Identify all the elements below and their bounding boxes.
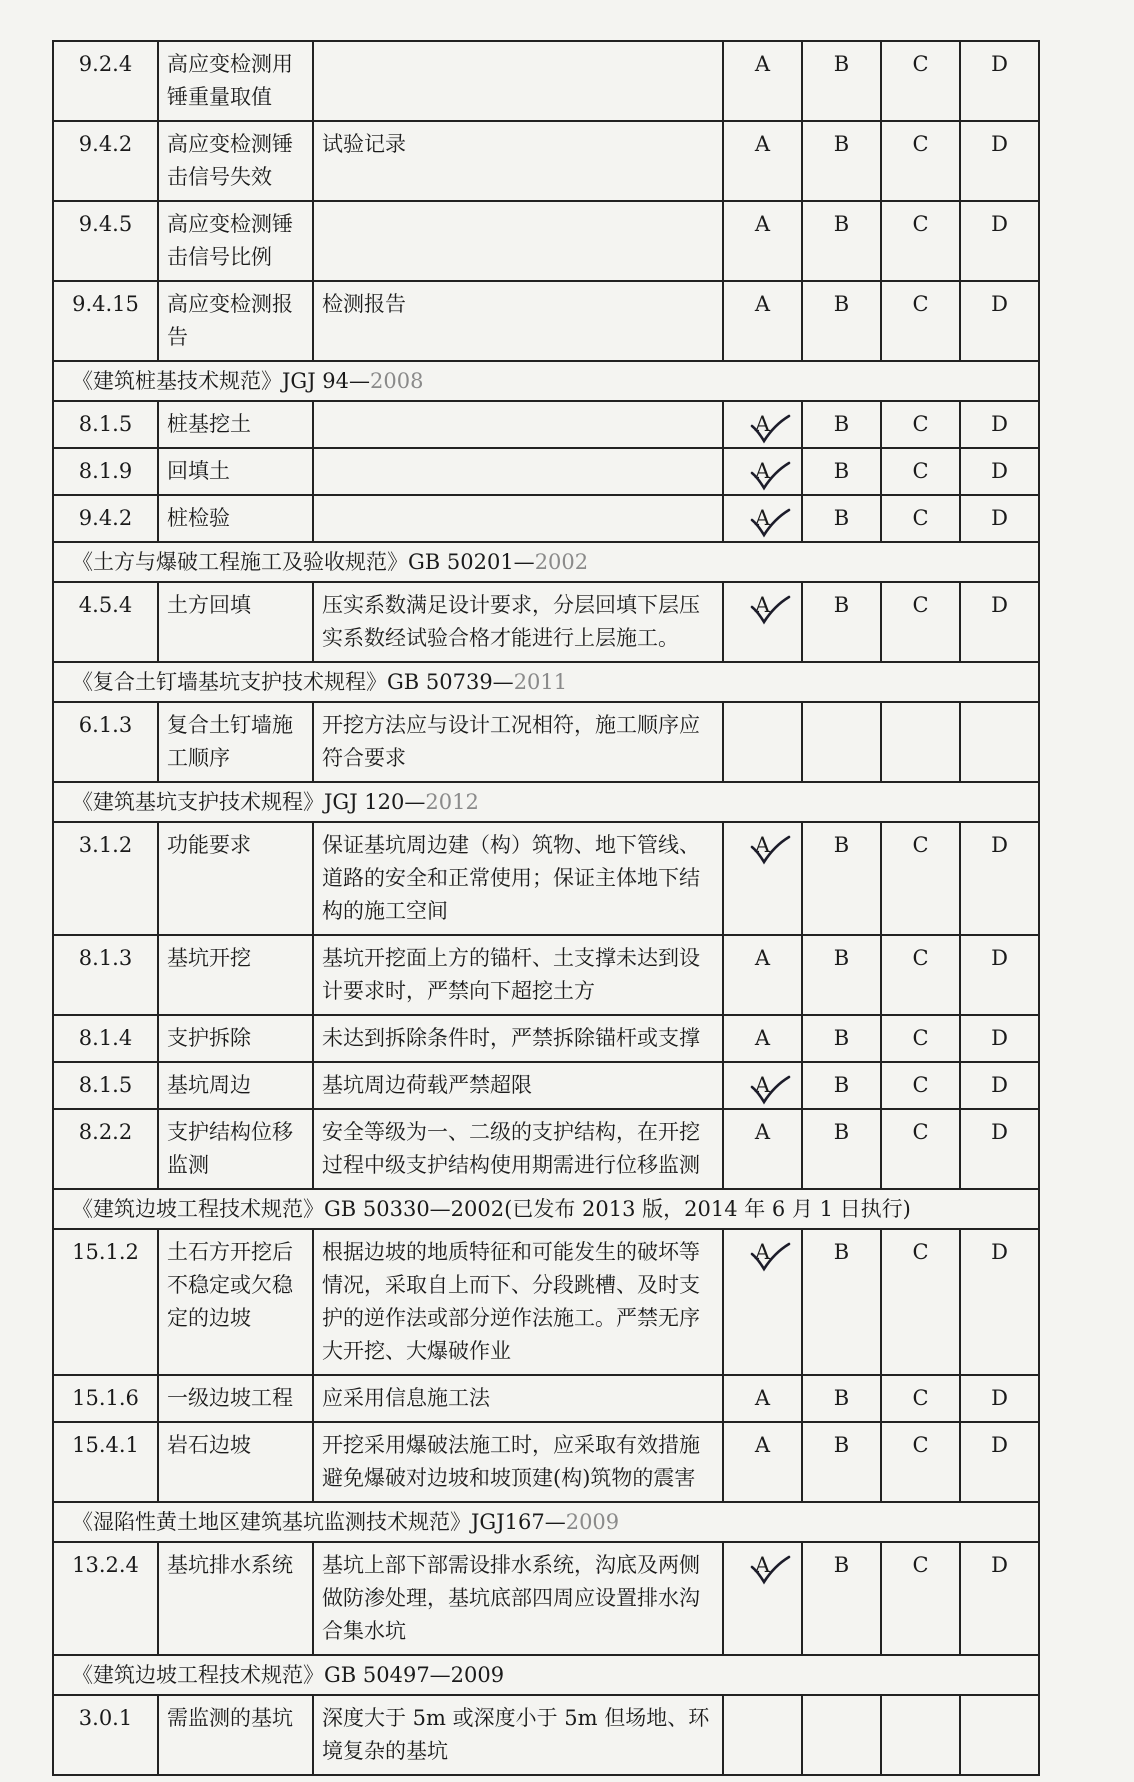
standard-name: 《建筑基坑支护技术规程》JGJ 120— — [72, 790, 426, 814]
clause-title: 岩石边坡 — [158, 1422, 313, 1502]
clause-content: 试验记录 — [313, 121, 723, 201]
grade-option-c: C — [912, 1120, 929, 1144]
grade-cell-c — [881, 121, 960, 201]
grade-option-a: A — [755, 829, 770, 862]
check-mark-icon — [749, 1075, 791, 1107]
grade-cell-c — [881, 1542, 960, 1655]
grade-option-c: C — [912, 1073, 929, 1097]
clause-row — [53, 1422, 1039, 1502]
grade-option-b: B — [833, 1553, 850, 1577]
standard-section-row — [53, 542, 1039, 582]
grade-cell-c — [881, 201, 960, 281]
clause-title: 高应变检测锤击信号比例 — [158, 201, 313, 281]
clause-content — [313, 201, 723, 281]
clause-title: 桩基挖土 — [158, 401, 313, 448]
grade-cell-d — [960, 121, 1039, 201]
grade-cell-d — [960, 448, 1039, 495]
clause-content: 压实系数满足设计要求，分层回填下层压实系数经试验合格才能进行上层施工。 — [313, 582, 723, 662]
grade-cell-d — [960, 1109, 1039, 1189]
grade-option-b: B — [833, 1026, 850, 1050]
standards-checklist-page — [52, 40, 1038, 1776]
grade-option-a: A — [755, 589, 770, 622]
standard-section-row — [53, 782, 1039, 822]
standard-year: 2008 — [370, 369, 424, 393]
clause-content: 基坑开挖面上方的锚杆、土支撑未达到设计要求时，严禁向下超挖土方 — [313, 935, 723, 1015]
grade-cell-c — [881, 1062, 960, 1109]
grade-cell-b — [802, 281, 881, 361]
grade-cell-c — [881, 1422, 960, 1502]
grade-cell-a — [723, 201, 802, 281]
standard-section-row — [53, 361, 1039, 401]
grade-option-b: B — [833, 212, 850, 236]
standard-name: 《湿陷性黄土地区建筑基坑监测技术规范》JGJ167— — [72, 1510, 566, 1534]
grade-cell-a — [723, 702, 802, 782]
grade-cell-c — [881, 1375, 960, 1422]
check-mark-icon — [749, 508, 791, 540]
clause-row — [53, 1695, 1039, 1775]
clause-row — [53, 448, 1039, 495]
grade-cell-b — [802, 1422, 881, 1502]
grade-option-a: A — [754, 946, 771, 970]
clause-row — [53, 1375, 1039, 1422]
clause-row — [53, 1109, 1039, 1189]
clause-content: 根据边坡的地质特征和可能发生的破坏等情况，采取自上而下、分段跳槽、及时支护的逆作法或部分逆作法施工。严禁无序大开挖、大爆破作业 — [313, 1229, 723, 1375]
grade-cell-b — [802, 495, 881, 542]
grade-option-b: B — [833, 1073, 850, 1097]
grade-cell-b — [802, 1229, 881, 1375]
grade-cell-d — [960, 702, 1039, 782]
grade-cell-c — [881, 495, 960, 542]
clause-row — [53, 1062, 1039, 1109]
grade-cell-a — [723, 1015, 802, 1062]
grade-option-a: A — [754, 1386, 771, 1410]
clause-title: 土方回填 — [158, 582, 313, 662]
clause-content: 开挖采用爆破法施工时，应采取有效措施避免爆破对边坡和坡顶建(构)筑物的震害 — [313, 1422, 723, 1502]
clause-title: 基坑周边 — [158, 1062, 313, 1109]
grade-option-d: D — [991, 946, 1008, 970]
clause-content: 深度大于 5m 或深度小于 5m 但场地、环境复杂的基坑 — [313, 1695, 723, 1775]
standard-name: 《建筑桩基技术规范》JGJ 94— — [72, 369, 371, 393]
clause-row — [53, 201, 1039, 281]
grade-cell-a — [723, 401, 802, 448]
grade-option-a: A — [754, 1120, 771, 1144]
grade-cell-c — [881, 401, 960, 448]
grade-option-c: C — [912, 132, 929, 156]
grade-cell-a — [723, 495, 802, 542]
grade-cell-b — [802, 121, 881, 201]
standard-title — [53, 542, 1039, 582]
grade-cell-b — [802, 935, 881, 1015]
clause-number: 6.1.3 — [53, 702, 158, 782]
grade-cell-a — [723, 281, 802, 361]
clause-row — [53, 1229, 1039, 1375]
grade-option-c: C — [912, 1553, 929, 1577]
grade-cell-c — [881, 1015, 960, 1062]
grade-cell-a — [723, 1422, 802, 1502]
standard-year: 2002 — [534, 550, 589, 574]
grade-cell-b — [802, 1062, 881, 1109]
grade-cell-b — [802, 822, 881, 935]
standard-title — [53, 1655, 1039, 1695]
grade-cell-a — [723, 1695, 802, 1775]
grade-cell-b — [802, 582, 881, 662]
grade-cell-d — [960, 281, 1039, 361]
grade-cell-d — [960, 582, 1039, 662]
clause-number: 15.4.1 — [53, 1422, 158, 1502]
check-mark-icon — [749, 1242, 791, 1274]
clause-number: 8.1.5 — [53, 1062, 158, 1109]
clause-row — [53, 822, 1039, 935]
clause-content — [313, 448, 723, 495]
grade-option-d: D — [991, 1073, 1008, 1097]
clause-row — [53, 1015, 1039, 1062]
clause-row — [53, 702, 1039, 782]
standard-title — [53, 782, 1039, 822]
grade-cell-c — [881, 1695, 960, 1775]
grade-option-a: A — [754, 292, 771, 316]
grade-cell-d — [960, 1062, 1039, 1109]
standard-section-row — [53, 1189, 1039, 1229]
grade-option-d: D — [991, 132, 1008, 156]
grade-option-d: D — [991, 1026, 1008, 1050]
clause-number: 3.1.2 — [53, 822, 158, 935]
grade-option-a: A — [754, 212, 771, 236]
standard-title — [53, 1502, 1039, 1542]
clause-title: 高应变检测报告 — [158, 281, 313, 361]
clause-row — [53, 281, 1039, 361]
grade-cell-c — [881, 702, 960, 782]
grade-option-c: C — [912, 459, 929, 483]
grade-cell-b — [802, 401, 881, 448]
grade-cell-d — [960, 495, 1039, 542]
grade-option-a: A — [755, 1236, 770, 1269]
grade-cell-b — [802, 201, 881, 281]
grade-cell-c — [881, 41, 960, 121]
grade-option-c: C — [912, 946, 929, 970]
grade-cell-a — [723, 41, 802, 121]
grade-option-a: A — [754, 132, 771, 156]
grade-option-d: D — [991, 52, 1008, 76]
grade-cell-c — [881, 935, 960, 1015]
clause-title: 复合土钉墙施工顺序 — [158, 702, 313, 782]
standard-section-row — [53, 1655, 1039, 1695]
clause-number: 8.1.3 — [53, 935, 158, 1015]
grade-option-b: B — [833, 506, 850, 530]
standard-name: 《建筑边坡工程技术规范》GB 50330—2002(已发布 2013 版，2014 年 6 月 1 日执行) — [72, 1197, 911, 1221]
grade-cell-a — [723, 1542, 802, 1655]
clause-content: 基坑上部下部需设排水系统，沟底及两侧做防渗处理，基坑底部四周应设置排水沟合集水坑 — [313, 1542, 723, 1655]
clause-title: 回填土 — [158, 448, 313, 495]
clause-title: 基坑排水系统 — [158, 1542, 313, 1655]
standard-section-row — [53, 1502, 1039, 1542]
grade-cell-d — [960, 1015, 1039, 1062]
grade-option-d: D — [991, 506, 1008, 530]
clause-row — [53, 41, 1039, 121]
grade-cell-d — [960, 1229, 1039, 1375]
standards-checklist-table — [52, 40, 1040, 1776]
grade-cell-c — [881, 582, 960, 662]
clause-number: 4.5.4 — [53, 582, 158, 662]
clause-content: 安全等级为一、二级的支护结构，在开挖过程中级支护结构使用期需进行位移监测 — [313, 1109, 723, 1189]
grade-option-a: A — [755, 502, 770, 535]
grade-option-d: D — [991, 593, 1008, 617]
clause-content: 基坑周边荷载严禁超限 — [313, 1062, 723, 1109]
clause-content: 应采用信息施工法 — [313, 1375, 723, 1422]
clause-content: 开挖方法应与设计工况相符，施工顺序应符合要求 — [313, 702, 723, 782]
grade-option-a: A — [755, 1069, 770, 1102]
grade-option-c: C — [912, 833, 929, 857]
grade-option-b: B — [833, 1386, 850, 1410]
grade-cell-c — [881, 1229, 960, 1375]
grade-cell-d — [960, 401, 1039, 448]
clause-content — [313, 495, 723, 542]
clause-number: 9.4.15 — [53, 281, 158, 361]
grade-option-c: C — [912, 212, 929, 236]
grade-option-d: D — [991, 1433, 1008, 1457]
standard-year: 2011 — [513, 670, 568, 694]
clause-row — [53, 935, 1039, 1015]
clause-title: 基坑开挖 — [158, 935, 313, 1015]
grade-cell-d — [960, 41, 1039, 121]
grade-cell-a — [723, 935, 802, 1015]
check-mark-icon — [749, 1555, 791, 1587]
grade-option-a: A — [755, 455, 770, 488]
grade-cell-d — [960, 1422, 1039, 1502]
grade-option-b: B — [833, 52, 850, 76]
grade-option-c: C — [912, 1026, 929, 1050]
grade-cell-a — [723, 1062, 802, 1109]
grade-cell-a — [723, 1375, 802, 1422]
standard-name: 《土方与爆破工程施工及验收规范》GB 50201— — [72, 550, 535, 574]
clause-row — [53, 121, 1039, 201]
grade-option-a: A — [754, 1026, 771, 1050]
standard-year: 2012 — [425, 790, 479, 814]
grade-cell-d — [960, 1542, 1039, 1655]
clause-number: 9.4.2 — [53, 495, 158, 542]
grade-cell-a — [723, 582, 802, 662]
grade-cell-b — [802, 1542, 881, 1655]
grade-option-a: A — [754, 1433, 771, 1457]
clause-row — [53, 401, 1039, 448]
grade-cell-b — [802, 1375, 881, 1422]
clause-title: 高应变检测锤击信号失效 — [158, 121, 313, 201]
grade-option-a: A — [754, 52, 771, 76]
standard-name: 《复合土钉墙基坑支护技术规程》GB 50739— — [72, 670, 514, 694]
grade-cell-a — [723, 448, 802, 495]
grade-option-c: C — [912, 506, 929, 530]
clause-row — [53, 495, 1039, 542]
grade-cell-c — [881, 1109, 960, 1189]
standard-name: 《建筑边坡工程技术规范》GB 50497—2009 — [72, 1663, 505, 1687]
grade-option-d: D — [991, 833, 1008, 857]
grade-cell-d — [960, 1695, 1039, 1775]
grade-option-b: B — [833, 459, 850, 483]
clause-title: 高应变检测用锤重量取值 — [158, 41, 313, 121]
standard-title — [53, 662, 1039, 702]
grade-option-d: D — [991, 292, 1008, 316]
grade-option-c: C — [912, 52, 929, 76]
grade-cell-a — [723, 1109, 802, 1189]
grade-option-b: B — [833, 1433, 850, 1457]
grade-cell-b — [802, 1015, 881, 1062]
grade-cell-d — [960, 201, 1039, 281]
grade-cell-a — [723, 121, 802, 201]
clause-content — [313, 401, 723, 448]
clause-title: 支护拆除 — [158, 1015, 313, 1062]
grade-option-d: D — [991, 1240, 1008, 1264]
clause-number: 3.0.1 — [53, 1695, 158, 1775]
clause-number: 8.2.2 — [53, 1109, 158, 1189]
grade-option-c: C — [912, 412, 929, 436]
clause-title: 需监测的基坑 — [158, 1695, 313, 1775]
grade-option-b: B — [833, 593, 850, 617]
standard-section-row — [53, 662, 1039, 702]
standard-title — [53, 361, 1039, 401]
clause-number: 8.1.4 — [53, 1015, 158, 1062]
clause-content: 检测报告 — [313, 281, 723, 361]
check-mark-icon — [749, 595, 791, 627]
clause-number: 9.2.4 — [53, 41, 158, 121]
standard-year: 2009 — [565, 1510, 620, 1534]
clause-content: 保证基坑周边建（构）筑物、地下管线、道路的安全和正常使用；保证主体地下结构的施工空间 — [313, 822, 723, 935]
standard-title — [53, 1189, 1039, 1229]
grade-option-d: D — [991, 1386, 1008, 1410]
grade-cell-d — [960, 1375, 1039, 1422]
grade-option-c: C — [912, 1433, 929, 1457]
grade-option-d: D — [991, 412, 1008, 436]
grade-option-a: A — [755, 1549, 770, 1582]
grade-option-b: B — [833, 833, 850, 857]
grade-option-b: B — [833, 1240, 850, 1264]
grade-cell-b — [802, 1109, 881, 1189]
grade-cell-d — [960, 935, 1039, 1015]
grade-cell-b — [802, 41, 881, 121]
grade-option-a: A — [755, 408, 770, 441]
grade-option-b: B — [833, 132, 850, 156]
clause-row — [53, 1542, 1039, 1655]
grade-cell-c — [881, 822, 960, 935]
grade-option-d: D — [991, 212, 1008, 236]
clause-number: 9.4.2 — [53, 121, 158, 201]
clause-title: 土石方开挖后不稳定或欠稳定的边坡 — [158, 1229, 313, 1375]
clause-title: 一级边坡工程 — [158, 1375, 313, 1422]
grade-option-b: B — [833, 292, 850, 316]
grade-option-b: B — [833, 946, 850, 970]
grade-option-c: C — [912, 1240, 929, 1264]
grade-option-b: B — [833, 412, 850, 436]
grade-cell-b — [802, 1695, 881, 1775]
clause-number: 9.4.5 — [53, 201, 158, 281]
clause-content: 未达到拆除条件时，严禁拆除锚杆或支撑 — [313, 1015, 723, 1062]
grade-cell-d — [960, 822, 1039, 935]
clause-number: 13.2.4 — [53, 1542, 158, 1655]
check-mark-icon — [749, 461, 791, 493]
clause-content — [313, 41, 723, 121]
grade-cell-a — [723, 822, 802, 935]
check-mark-icon — [749, 414, 791, 446]
grade-cell-c — [881, 281, 960, 361]
clause-row — [53, 582, 1039, 662]
grade-option-c: C — [912, 1386, 929, 1410]
clause-title: 桩检验 — [158, 495, 313, 542]
grade-option-d: D — [991, 459, 1008, 483]
grade-option-c: C — [912, 593, 929, 617]
grade-cell-b — [802, 448, 881, 495]
grade-cell-b — [802, 702, 881, 782]
grade-cell-a — [723, 1229, 802, 1375]
grade-cell-c — [881, 448, 960, 495]
clause-number: 8.1.5 — [53, 401, 158, 448]
check-mark-icon — [749, 835, 791, 867]
clause-number: 15.1.2 — [53, 1229, 158, 1375]
clause-number: 15.1.6 — [53, 1375, 158, 1422]
grade-option-b: B — [833, 1120, 850, 1144]
clause-number: 8.1.9 — [53, 448, 158, 495]
grade-option-c: C — [912, 292, 929, 316]
grade-option-d: D — [991, 1553, 1008, 1577]
clause-title: 支护结构位移监测 — [158, 1109, 313, 1189]
grade-option-d: D — [991, 1120, 1008, 1144]
clause-title: 功能要求 — [158, 822, 313, 935]
